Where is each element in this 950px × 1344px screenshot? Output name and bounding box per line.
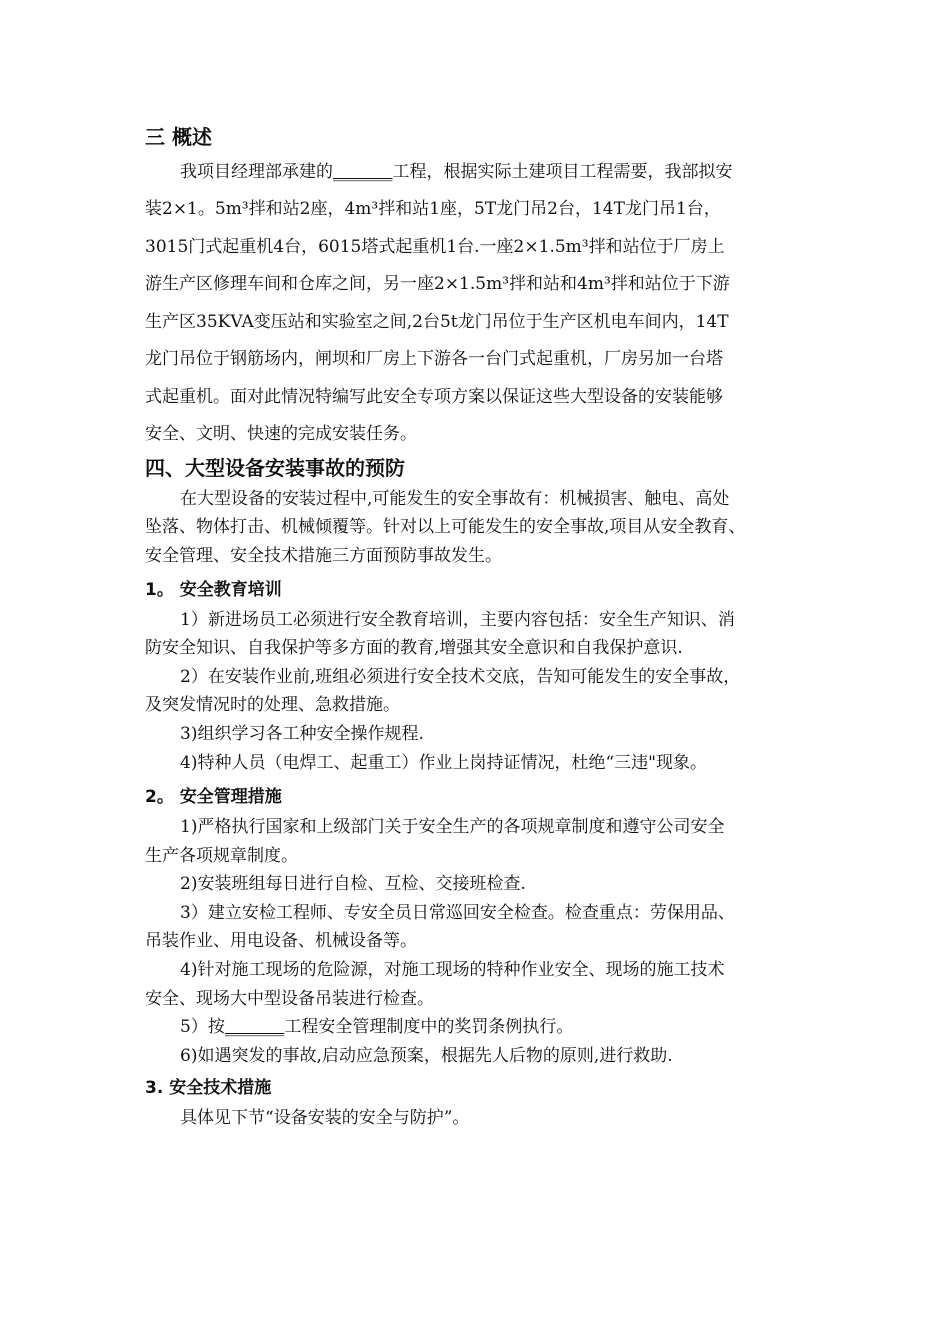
paragraph-line: 1）新进场员工必须进行安全教育培训，主要内容包括：安全生产知识、消 — [180, 610, 735, 630]
paragraph-line: 4)针对施工现场的危险源，对施工现场的特种作业安全、现场的施工技术 — [180, 960, 725, 980]
paragraph-line: 在大型设备的安装过程中,可能发生的安全事故有：机械损害、触电、高处 — [180, 489, 730, 509]
paragraph-line: 5）按_______工程安全管理制度中的奖罚条例执行。 — [180, 1017, 574, 1037]
paragraph-line: 安全、文明、快速的完成安装任务。 — [145, 424, 417, 444]
paragraph-line: 3）建立安检工程师、专安全员日常巡回安全检查。检查重点：劳保用品、 — [180, 903, 735, 923]
paragraph-line: 3)组织学习各工种安全操作规程. — [180, 724, 424, 744]
paragraph-line: 龙门吊位于钢筋场内，闸坝和厂房上下游各一台门式起重机，厂房另加一台塔 — [145, 349, 723, 369]
paragraph-line: 我项目经理部承建的_______工程，根据实际土建项目工程需要，我部拟安 — [180, 162, 733, 182]
section-heading-overview: 三 概述 — [145, 125, 212, 149]
paragraph-line: 防安全知识、自我保护等多方面的教育,增强其安全意识和自我保护意识. — [145, 638, 683, 658]
paragraph-line: 具体见下节“设备安装的安全与防护”。 — [180, 1108, 470, 1128]
subsection-heading-education: 1。 安全教育培训 — [145, 580, 282, 600]
paragraph-line: 安全、现场大中型设备吊装进行检查。 — [145, 989, 434, 1009]
paragraph-line: 游生产区修理车间和仓库之间，另一座2×1.5m³拌和站和4m³拌和站位于下游 — [145, 274, 730, 294]
paragraph-line: 及突发情况时的处理、急救措施。 — [145, 695, 400, 715]
subsection-heading-management: 2。 安全管理措施 — [145, 787, 282, 807]
paragraph-line: 装2×1。5m³拌和站2座，4m³拌和站1座，5T龙门吊2台，14T龙门吊1台， — [145, 199, 721, 219]
paragraph-line: 生产区35KVA变压站和实验室之间,2台5t龙门吊位于生产区机电车间内，14T — [145, 312, 729, 332]
paragraph-line: 式起重机。面对此情况特编写此安全专项方案以保证这些大型设备的安装能够 — [145, 387, 723, 407]
paragraph-line: 吊装作业、用电设备、机械设备等。 — [145, 931, 417, 951]
section-heading-prevention: 四、大型设备安装事故的预防 — [145, 456, 405, 480]
paragraph-line: 4)特种人员（电焊工、起重工）作业上岗持证情况，杜绝“三违"现象。 — [180, 753, 707, 773]
paragraph-line: 2）在安装作业前,班组必须进行安全技术交底，告知可能发生的安全事故， — [180, 667, 741, 687]
paragraph-line: 坠落、物体打击、机械倾覆等。针对以上可能发生的安全事故,项目从安全教育、 — [145, 517, 746, 537]
paragraph-line: 生产各项规章制度。 — [145, 846, 298, 866]
paragraph-line: 1)严格执行国家和上级部门关于安全生产的各项规章制度和遵守公司安全 — [180, 817, 725, 837]
paragraph-line: 安全管理、安全技术措施三方面预防事故发生。 — [145, 546, 502, 566]
blank-field: _______ — [333, 162, 393, 182]
paragraph-line: 3015门式起重机4台，6015塔式起重机1台.一座2×1.5m³拌和站位于厂房上 — [145, 237, 725, 257]
paragraph-line: 6)如遇突发的事故,启动应急预案，根据先人后物的原则,进行救助. — [180, 1046, 673, 1066]
subsection-heading-technical: 3. 安全技术措施 — [145, 1078, 272, 1098]
blank-field: _______ — [224, 1017, 285, 1037]
paragraph-line: 2)安装班组每日进行自检、互检、交接班检查. — [180, 874, 526, 894]
